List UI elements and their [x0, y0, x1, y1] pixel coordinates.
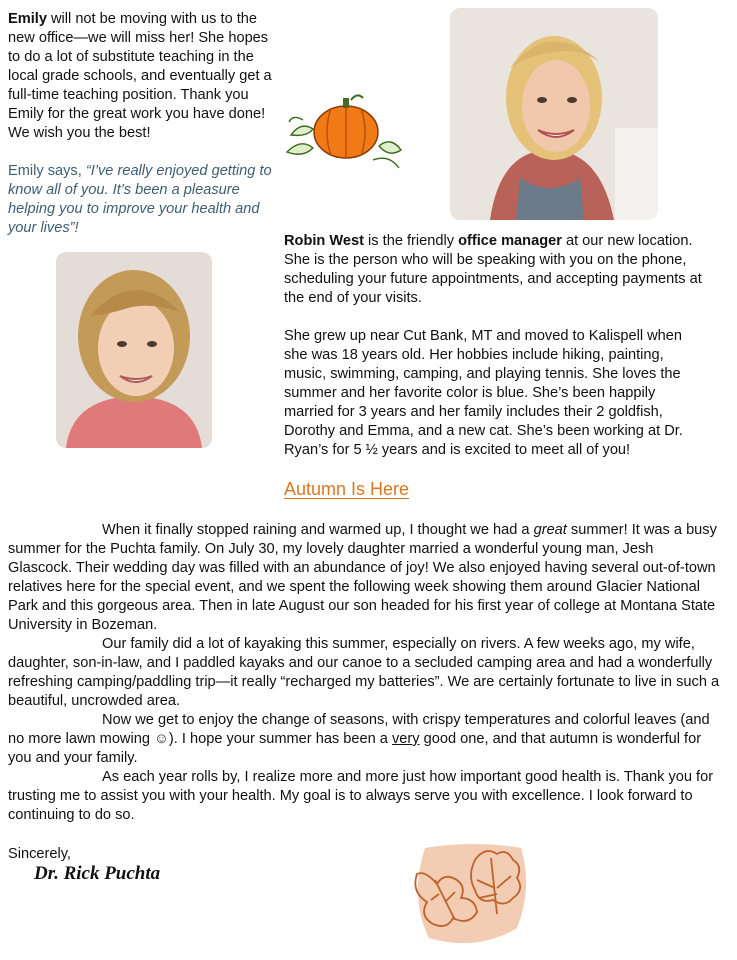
emily-section [8, 10, 284, 238]
robin-section [284, 232, 708, 460]
autumn-leaves-icon [405, 840, 535, 952]
pumpkin-icon [283, 90, 407, 170]
signature: Dr. Rick Puchta [34, 863, 161, 884]
p1-em: great [533, 522, 567, 538]
robin-role: office manager [458, 233, 562, 249]
article-body [8, 521, 720, 825]
robin-intro [284, 232, 708, 308]
article-paragraph-4: As each year rolls by, I realize more and more just how important good health is. Thank you for trusting me to assist you with your health. My goal is to always serve you with excellence. I look forward to continuing to do so. [8, 769, 714, 823]
p3-b: good one, and that autumn is wonderful for you and your family. [8, 731, 702, 766]
article-paragraph-2: Our family did a lot of kayaking this summer, especially on rivers. A few weeks ago, my wife, daughter, son-in-law, and I paddled kayaks and our canoe to a secluded camping area and had a wonderfully refreshing camping/paddling trip—it really “recharged my batteries”. We are certainly fortunate to live in such a beautiful, uncrowded area. [8, 636, 720, 709]
article-paragraph-1 [8, 521, 720, 635]
p1-a: When it finally stopped raining and warmed up, I thought we had a [102, 522, 534, 538]
robin-photo [450, 8, 658, 220]
robin-intro-b: at our new location. She is the person who will be speaking with you on the phone, scheduling your future appointments, and accepting payments at the end of your visits. [284, 233, 702, 306]
article-paragraph-3 [8, 711, 720, 768]
robin-name: Robin West [284, 233, 364, 249]
emily-quote-prefix: Emily says, [8, 163, 86, 179]
robin-intro-a: is the friendly [364, 233, 459, 249]
emily-quote-paragraph [8, 162, 284, 238]
article-heading: Autumn Is Here [284, 479, 410, 499]
p3-a: Now we get to enjoy the change of seasons, with crispy temperatures and colorful leaves (and no more lawn mowing ☺). I hope your summer has been a [8, 712, 710, 747]
closing: Sincerely, [8, 846, 71, 862]
p3-u: very [391, 731, 420, 747]
emily-photo [56, 252, 212, 448]
emily-text: will not be moving with us to the new office—we will miss her! She hopes to do a lot of substitute teaching in the local grade schools, and eventually get a full-time teaching position. Thank you Emily for the great work you have done! We wish you the best! [8, 11, 272, 141]
emily-name: Emily [8, 11, 47, 27]
emily-quote: “I’ve really enjoyed getting to know all of you. It’s been a pleasure helping you to improve your health and your lives”! [8, 163, 272, 236]
p1-b: summer! It was a busy summer for the Puchta family. On July 30, my lovely daughter married a wonderful young man, Jesh Glascock. Their wedding day was filled with an abundance of joy! We also enjoyed having several out-of-town relatives here for the special event, and we spent the following week showing them around Glacier National Park and this gorgeous area. Then in late August our son headed for his first year of college at Montana State University in Bozeman. [8, 522, 717, 633]
emily-paragraph [8, 10, 284, 143]
robin-bio: She grew up near Cut Bank, MT and moved to Kalispell when she was 18 years old. Her hobbies include hiking, painting, music, swimming, camping, and playing tennis. She loves the summer and her favorite color is blue. She’s been happily married for 3 years and her family includes their 2 goldfish, Dorothy and Emma, and a new cat. She’s been working at Dr. Ryan’s for 5 ½ years and is excited to meet all of you! [284, 328, 683, 458]
